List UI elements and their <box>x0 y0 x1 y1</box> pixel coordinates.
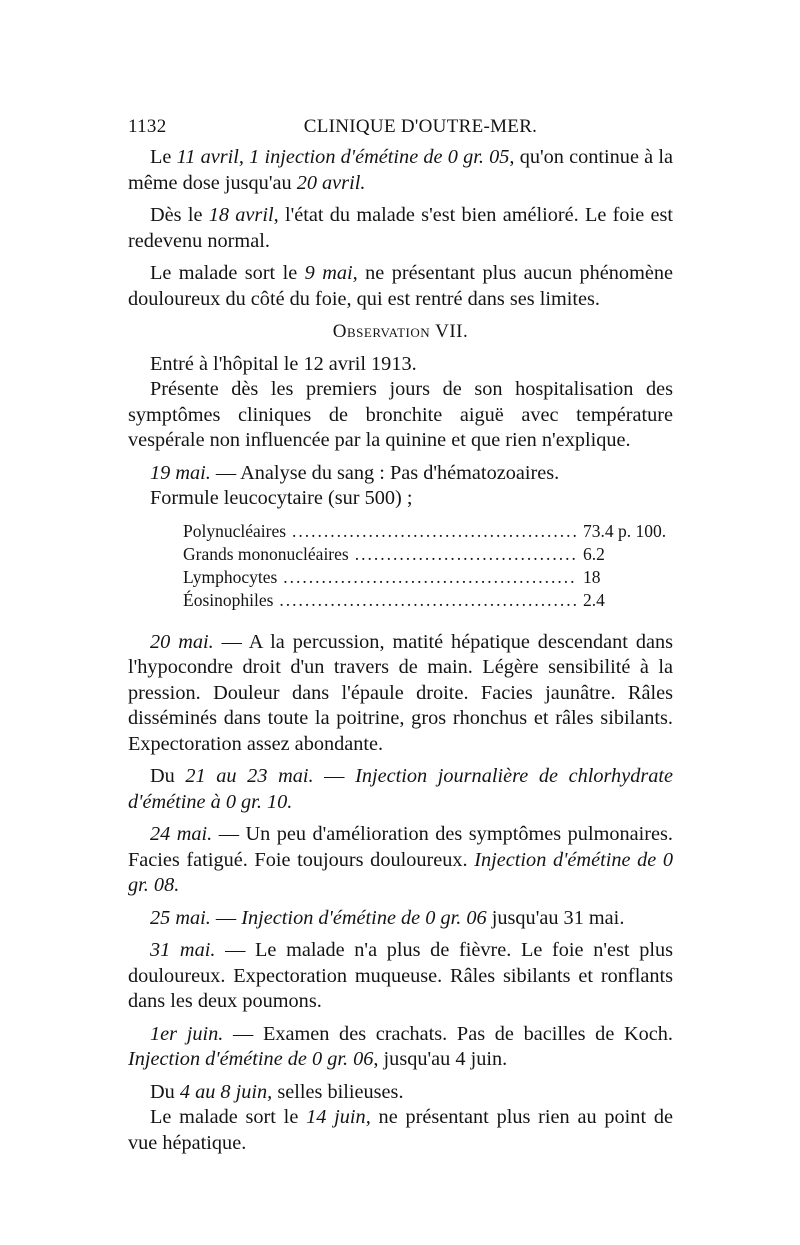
row-value: 6.2 <box>583 543 605 564</box>
leucocyte-table <box>183 520 668 612</box>
text: , jusqu'au 4 juin. <box>373 1048 508 1070</box>
text: Le <box>150 146 177 168</box>
text: ne présentant plus rien au point de vue hépatique. <box>128 1106 673 1154</box>
text: Du <box>150 1080 180 1103</box>
page-header <box>128 116 673 142</box>
paragraph <box>128 764 673 815</box>
text: — Un peu d'amélioration des symptômes pulmonaires. Facies fatigué. Foie toujours douloureux. <box>128 823 673 871</box>
text: — A la percussion, matité hépatique descendant dans l'hypocondre droit d'un travers de main. Légère sensibilité à la pression. Douleur dans l'épaule droite. Facies jaunâtre. Râles disséminés dans toute la poitrine, gros rhonchus et râles sibilants. Expectoration assez abondante. <box>128 630 674 755</box>
dot-leader <box>292 520 577 543</box>
text: Du <box>150 765 186 787</box>
italic-date: 20 mai. <box>150 630 214 653</box>
dot-leader <box>283 566 577 589</box>
italic-date: 24 mai. <box>150 823 213 845</box>
text: , l'état du malade s'est bien amélioré. Le foie est redevenu normal. <box>128 204 674 252</box>
row-value: 18 <box>583 566 601 587</box>
text: — Examen des crachats. Pas de bacilles de Koch. <box>223 1022 673 1045</box>
italic-text: Injection journalière de chlorhydrate d'émétine à 0 gr. 10. <box>128 765 674 813</box>
italic-date: 31 mai. <box>150 939 216 961</box>
row-label: Éosinophiles <box>183 589 274 610</box>
italic-date: 21 au 23 mai. <box>185 765 314 787</box>
paragraph <box>128 1022 673 1073</box>
italic-date: 19 mai. <box>150 461 211 484</box>
observation-label: Observation <box>332 321 431 342</box>
italic-date: 18 avril <box>208 204 274 226</box>
row-value: 73.4 p. 100. <box>583 520 667 541</box>
text: — Le malade n'a plus de fièvre. Le foie n'est plus douloureux. Expectoration muqueuse. Râles sibilants et ronflants dans les deux poumons. <box>128 939 673 1012</box>
text: Le malade sort le <box>150 1106 307 1128</box>
paragraph <box>128 938 673 1015</box>
text: — Analyse du sang : Pas d'hématozoaires. <box>210 461 560 484</box>
italic-date: 20 avril. <box>296 171 366 194</box>
paragraph <box>128 461 673 487</box>
paragraph <box>128 1105 673 1156</box>
text: Dès le <box>150 204 209 226</box>
text: jusqu'au 31 mai. <box>486 906 625 929</box>
paragraph <box>128 906 673 932</box>
table-row <box>183 543 668 566</box>
row-label: Grands mononucléaires <box>183 543 349 564</box>
text: selles bilieuses. <box>272 1080 404 1103</box>
italic-date: 14 juin, <box>306 1106 371 1128</box>
row-value: 2.4 <box>583 589 605 610</box>
table-row <box>183 589 668 612</box>
text: ne présentant plus aucun phénomène douloureux du côté du foie, qui est rentré dans ses limites. <box>128 262 673 310</box>
text: , qu'on continue à la même dose jusqu'au <box>128 146 673 194</box>
dot-leader <box>279 589 577 612</box>
italic-text: 11 avril, 1 injection d'émétine de 0 gr. 05 <box>176 146 510 168</box>
row-label: Lymphocytes <box>183 566 278 587</box>
paragraph <box>128 145 673 196</box>
italic-text: Injection d'émétine de 0 gr. 06 <box>128 1048 374 1070</box>
italic-text: Injection d'émétine de 0 gr. 08. <box>128 848 673 896</box>
text: — <box>210 906 242 929</box>
dot-leader <box>355 543 577 566</box>
table-row <box>183 566 668 589</box>
formula-line: Formule leucocytaire (sur 500) ; <box>150 487 413 509</box>
row-label: Polynucléaires <box>183 520 287 541</box>
paragraph <box>128 630 673 758</box>
italic-date: 9 mai, <box>304 262 358 284</box>
paragraph: Présente dès les premiers jours de son hospitalisation des symptômes cliniques de bronchite aiguë avec température vespérale non influencée par la quinine et que rien n'explique. <box>128 378 673 451</box>
page-body <box>128 145 673 1163</box>
observation-number: VII. <box>435 321 469 342</box>
italic-text: Injection d'émétine de 0 gr. 06 <box>241 906 487 929</box>
italic-date: 1er juin. <box>150 1022 224 1045</box>
paragraph <box>128 261 673 312</box>
observation-heading <box>128 319 673 345</box>
paragraph <box>128 203 673 254</box>
page-number: 1132 <box>128 116 167 137</box>
table-row <box>183 520 668 543</box>
entry-line: Entré à l'hôpital le 12 avril 1913. <box>150 352 417 375</box>
paragraph <box>128 822 673 899</box>
text: Le malade sort le <box>150 262 305 284</box>
italic-date: 25 mai. <box>150 906 211 929</box>
running-title: CLINIQUE D'OUTRE-MER. <box>303 116 538 137</box>
text: — <box>313 765 356 787</box>
paragraph <box>128 1080 673 1106</box>
italic-date: 4 au 8 juin, <box>179 1080 273 1103</box>
